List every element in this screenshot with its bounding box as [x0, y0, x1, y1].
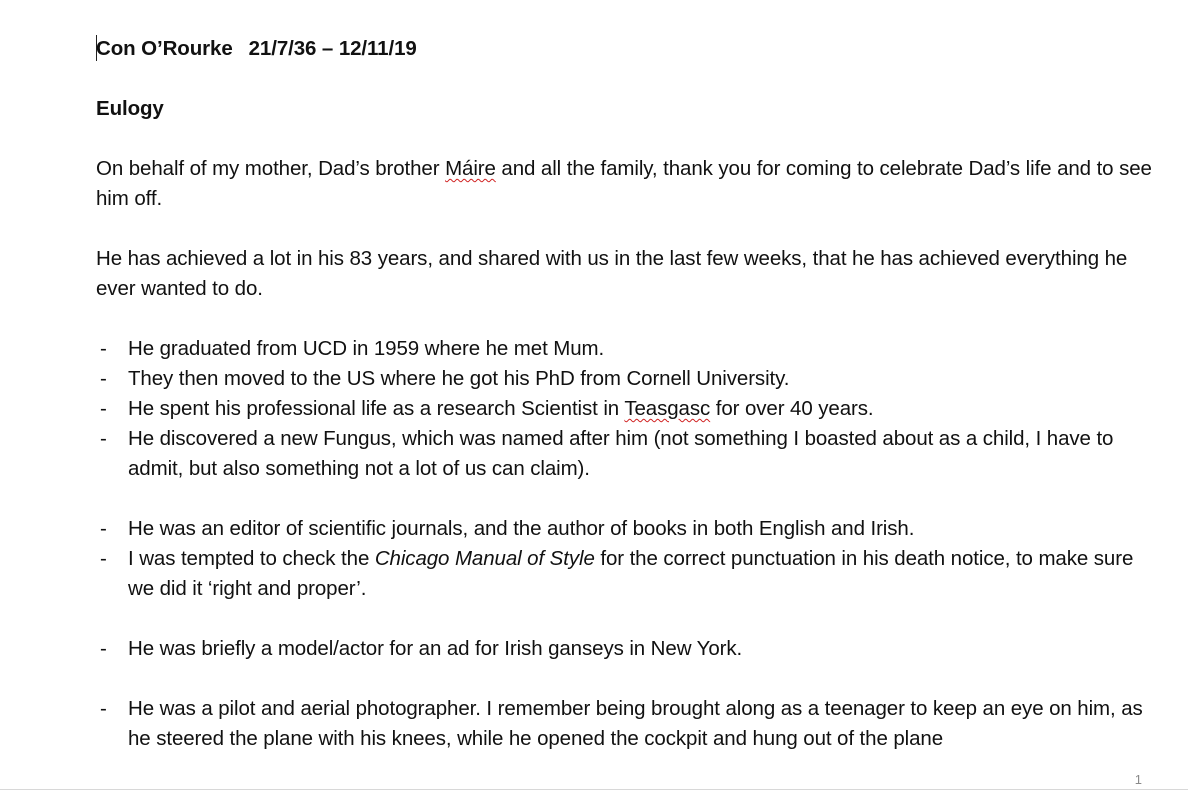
document-heading: [96, 34, 1156, 64]
spellcheck-word[interactable]: Máire: [445, 157, 496, 180]
list-item: [96, 364, 1156, 394]
list-item-text: He was a pilot and aerial photographer. I remember being brought along as a teenager to keep an eye on him, as he steered the plane with his knees, while he opened the cockpit and hung out of the plane: [128, 697, 1143, 750]
blank-line: [96, 484, 1156, 514]
spellcheck-word[interactable]: Teasgasc: [624, 397, 711, 420]
list-item: [96, 394, 1156, 424]
list-item: [96, 634, 1156, 664]
list-item-text: for over 40 years.: [710, 397, 874, 420]
list-item-text: He was an editor of scientific journals, and the author of books in both English and Irish.: [128, 517, 915, 540]
bullet-dash: -: [100, 697, 107, 720]
blank-line: [96, 214, 1156, 244]
deceased-name: Con O’Rourke: [96, 37, 233, 60]
blank-line: [96, 664, 1156, 694]
page-number: 1: [1134, 772, 1142, 787]
list-item-text: He discovered a new Fungus, which was named after him (not something I boasted about as a child, I have to admit, but also something not a lot of us can claim).: [128, 427, 1114, 480]
eulogy-title: Eulogy: [96, 97, 164, 120]
intro-paragraph-2: He has achieved a lot in his 83 years, and shared with us in the last few weeks, that he has achieved everything he ever wanted to do.: [96, 247, 1128, 300]
document-body[interactable]: [96, 34, 1156, 754]
list-item: [96, 334, 1156, 364]
bullet-dash: -: [100, 367, 107, 390]
list-item-text: He was briefly a model/actor for an ad for Irish ganseys in New York.: [128, 637, 743, 660]
book-title: Chicago Manual of Style: [374, 547, 595, 570]
list-item-text: He spent his professional life as a research Scientist in: [128, 397, 625, 420]
bullet-dash: -: [100, 337, 107, 360]
list-item-text: They then moved to the US where he got his PhD from Cornell University.: [128, 367, 790, 390]
list-item: [96, 514, 1156, 544]
intro-text: On behalf of my mother, Dad’s brother: [96, 157, 446, 180]
list-item: [96, 694, 1156, 754]
blank-line: [96, 304, 1156, 334]
intro-paragraph-1: [96, 154, 1156, 214]
bullet-dash: -: [100, 547, 107, 570]
blank-line: [96, 604, 1156, 634]
life-dates: 21/7/36 – 12/11/19: [248, 37, 417, 60]
list-item-text: He graduated from UCD in 1959 where he met Mum.: [128, 337, 605, 360]
bullet-dash: -: [100, 397, 107, 420]
page-divider: [0, 789, 1188, 790]
blank-line: [96, 124, 1156, 154]
bullet-dash: -: [100, 637, 107, 660]
bullet-dash: -: [100, 517, 107, 540]
blank-line: [96, 64, 1156, 94]
list-item: [96, 544, 1156, 604]
list-item-text: for the correct punctuation in his death notice, to make sure we did it ‘right and proper’.: [128, 547, 1134, 600]
list-item: [96, 424, 1156, 484]
intro-text: and all the family, thank you for coming to celebrate Dad’s life and to see him off.: [96, 157, 1152, 210]
list-item-text: I was tempted to check the: [128, 547, 375, 570]
bullet-dash: -: [100, 427, 107, 450]
